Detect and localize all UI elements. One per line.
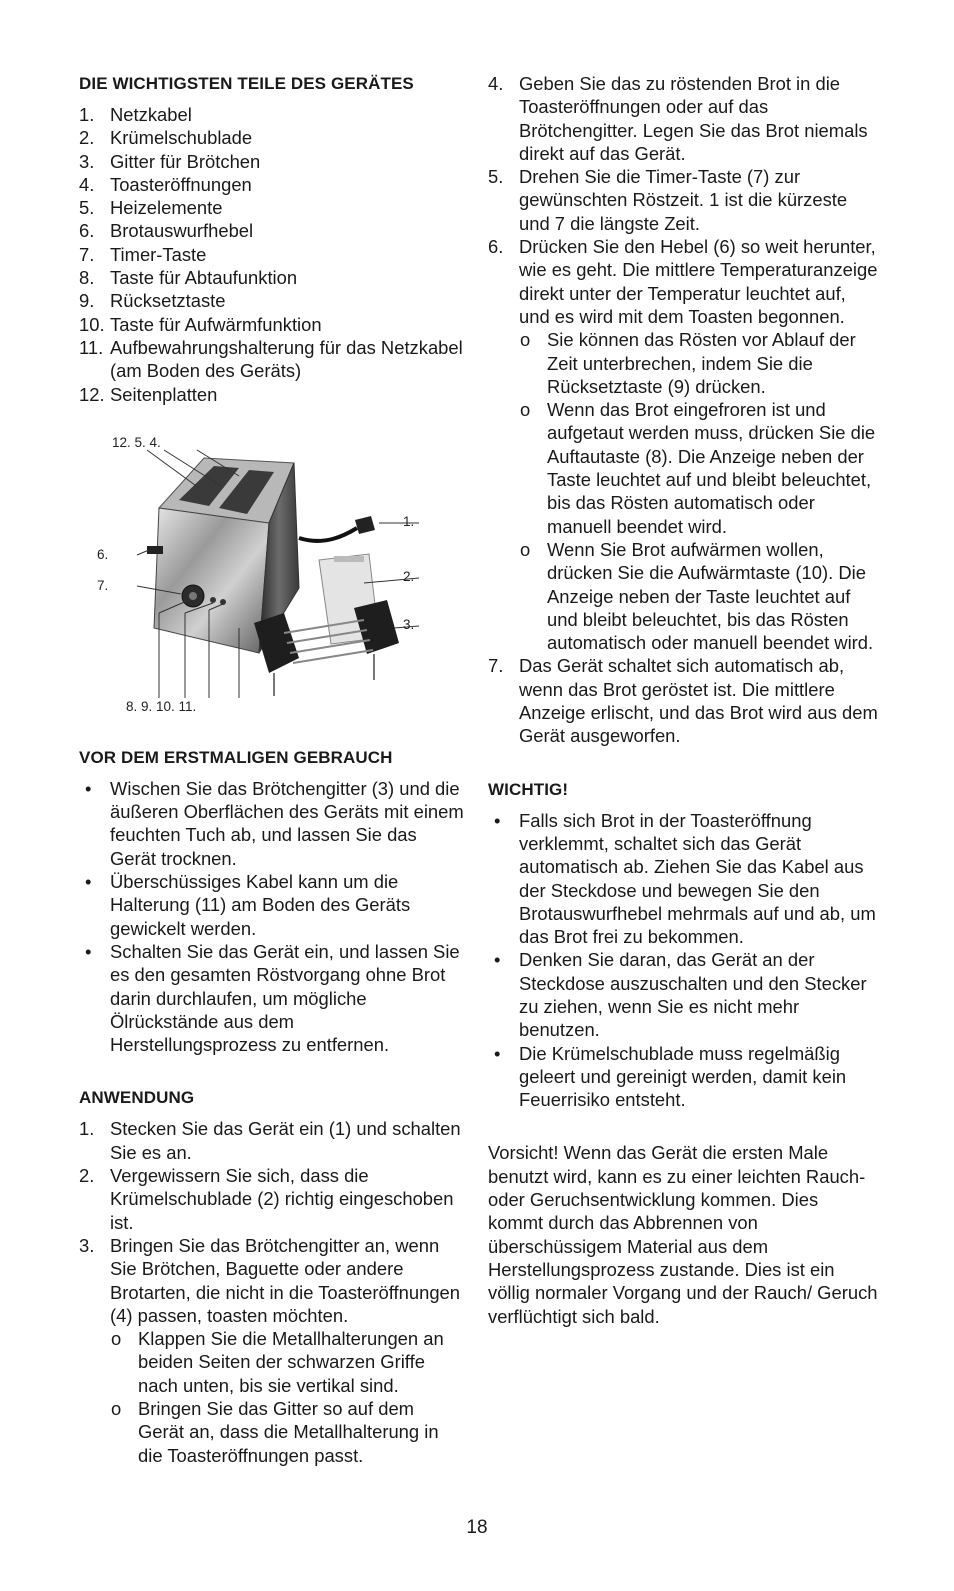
caution-note: Vorsicht! Wenn das Gerät die ersten Male benutzt wird, kann es zu einer leichten Rauch- oder Geruchsentwicklung kommen. Dies kommt durch das Abbrennen von überschüssigem Material aus dem Herstellungsprozess zustande. Dies ist ein völlig normaler Vorgang und der Rauch/ Geruch verflüchtigt sich bald.: [488, 1142, 878, 1327]
list-item: • Schalten Sie das Gerät ein, und lassen Sie es den gesamten Röstvorgang ohne Brot darin durchlaufen, um mögliche Ölrückstände aus dem Herstellungsprozess zu entfernen.: [85, 940, 460, 1056]
list-item: 2. Vergewissern Sie sich, dass die Krümelschublade (2) richtig eingeschoben ist.: [79, 1165, 454, 1233]
list-item: 3. Bringen Sie das Brötchengitter an, wenn Sie Brötchen, Baguette oder andere Brotarten, die nicht in die Toasteröffnungen (4) passen, toasten möchten. o Klappen Sie die Metallhalterungen an beiden Seiten der schwarzen Griffe nach unten, bis sie vertikal sind. o Bringen Sie das Gitter so auf dem Gerät an, dass die Metallhalterung in die Toasteröffnungen passt.: [79, 1234, 464, 1467]
list-item: 1. Stecken Sie das Gerät ein (1) und schalten Sie es an.: [79, 1118, 461, 1163]
list-item: • Wischen Sie das Brötchengitter (3) und die äußeren Oberflächen des Geräts mit einem feuchten Tuch ab, und lassen Sie das Gerät trocknen.: [85, 777, 464, 869]
list-item: 2. Krümelschublade: [79, 127, 253, 149]
list-item: 12. Seitenplatten: [79, 383, 218, 405]
list-item: 10. Taste für Aufwärmfunktion: [79, 313, 322, 335]
usage-list-right: [488, 72, 878, 748]
list-item: • Falls sich Brot in der Toasteröffnung verklemmt, schaltet sich das Gerät automatisch ab. Ziehen Sie das Kabel aus der Steckdose und bewegen Sie den Brotauswurfhebel mehrmals auf und ab, um das Brot frei zu bekommen.: [494, 809, 876, 948]
power-cord: [299, 528, 357, 541]
list-item: 6. Brotauswurfhebel: [79, 220, 254, 242]
list-item: 7. Das Gerät schaltet sich automatisch ab, wenn das Brot geröstet ist. Die mittlere Anzeige erlischt, und das Brot wird aus dem Gerät ausgeworfen.: [488, 655, 878, 747]
figure-label-top: 12. 5. 4.: [112, 434, 161, 450]
sub-item: o Sie können das Rösten vor Ablauf der Zeit unterbrechen, indem Sie die Rücksetztaste (9) drücken.: [520, 329, 856, 397]
plug: [355, 516, 375, 534]
lever: [147, 546, 163, 554]
list-item: 8. Taste für Abtaufunktion: [79, 267, 298, 289]
toaster-illustration: [109, 428, 449, 718]
figure-label-2: 2.: [403, 568, 415, 584]
list-item: 1. Netzkabel: [79, 104, 192, 125]
first-use-list: [79, 777, 464, 1057]
toaster-figure: [97, 428, 449, 718]
important-heading: WICHTIG!: [488, 779, 569, 799]
figure-label-1: 1.: [403, 513, 415, 529]
first-use-heading: VOR DEM ERSTMALIGEN GEBRAUCH: [79, 747, 393, 767]
figure-label-3: 3.: [403, 616, 415, 632]
figure-label-7: 7.: [97, 577, 109, 593]
list-item: 5. Drehen Sie die Timer-Taste (7) zur gewünschten Röstzeit. 1 ist die kürzeste und 7 die längste Zeit.: [488, 166, 848, 234]
list-item: 7. Timer-Taste: [79, 243, 207, 265]
list-item: 4. Geben Sie das zu röstenden Brot in die Toasteröffnungen oder auf das Brötchengitter. Legen Sie das Brot niemals direkt auf das Gerät.: [488, 73, 868, 164]
page-number: 18: [466, 1517, 488, 1538]
list-item: 6. Drücken Sie den Hebel (6) so weit herunter, wie es geht. Die mittlere Temperaturanzeige direkt unter der Temperatur leuchtet auf, und es wird mit dem Toasten begonnen. o Sie können das Rösten vor Ablauf der Zeit unterbrechen, indem Sie die Rücksetztaste (9) drücken. o Wenn das Brot eingefroren ist und aufgetaut werden muss, drücken Sie die Auftautaste (8). Die Anzeige neben der Taste leuchtet auf und bleibt beleuchtet, bis das Rösten automatisch oder manuell beendet wird. o Wenn Sie Brot aufwärmen wollen, drücken Sie die Aufwärmtaste (10). Die Anzeige neben der Taste leuchtet auf und bleibt beleuchtet, bis das Rösten automatisch oder manuell beendet wird.: [488, 236, 878, 654]
parts-list: [79, 103, 464, 406]
list-item: 9. Rücksetztaste: [79, 290, 226, 312]
figure-label-6: 6.: [97, 546, 109, 562]
figure-label-bottom: 8. 9. 10. 11.: [126, 698, 197, 714]
sub-item: o Klappen Sie die Metallhalterungen an beiden Seiten der schwarzen Griffe nach unten, bis sie vertikal sind.: [111, 1328, 444, 1396]
sub-item: o Bringen Sie das Gitter so auf dem Gerät an, dass die Metallhalterung in die Toasteröffnungen passt.: [111, 1397, 439, 1466]
right-column: [488, 72, 878, 1328]
list-item: • Denken Sie daran, das Gerät an der Steckdose auszuschalten und den Stecker zu ziehen, wenn Sie es nicht mehr benutzen.: [494, 949, 867, 1041]
important-list: [488, 809, 878, 1112]
parts-heading: DIE WICHTIGSTEN TEILE DES GERÄTES: [79, 74, 414, 93]
sub-list: [110, 1327, 464, 1467]
usage-list-left: [79, 1117, 464, 1466]
sub-list: [519, 328, 878, 654]
list-item: 3. Gitter für Brötchen: [79, 150, 261, 172]
list-item: 5. Heizelemente: [79, 197, 223, 219]
left-column: [79, 72, 464, 1467]
sub-item: o Wenn das Brot eingefroren ist und aufgetaut werden muss, drücken Sie die Auftautaste (8). Die Anzeige neben der Taste leuchtet auf und bleibt beleuchtet, bis das Rösten automatisch oder manuell beendet wird.: [520, 399, 876, 537]
list-item: • Die Krümelschublade muss regelmäßig geleert und gereinigt werden, damit kein Feuerrisiko entsteht.: [494, 1042, 847, 1111]
usage-heading: ANWENDUNG: [79, 1088, 195, 1108]
list-item: 11. Aufbewahrungshalterung für das Netzkabel (am Boden des Geräts): [79, 336, 463, 382]
list-item: • Überschüssiges Kabel kann um die Halterung (11) am Boden des Geräts gewickelt werden.: [85, 871, 411, 939]
list-item: 4. Toasteröffnungen: [79, 173, 252, 195]
sub-item: o Wenn Sie Brot aufwärmen wollen, drücken Sie die Aufwärmtaste (10). Die Anzeige neben der Taste leuchtet auf und bleibt beleuchtet, bis das Rösten automatisch oder manuell beendet wird.: [520, 538, 874, 654]
